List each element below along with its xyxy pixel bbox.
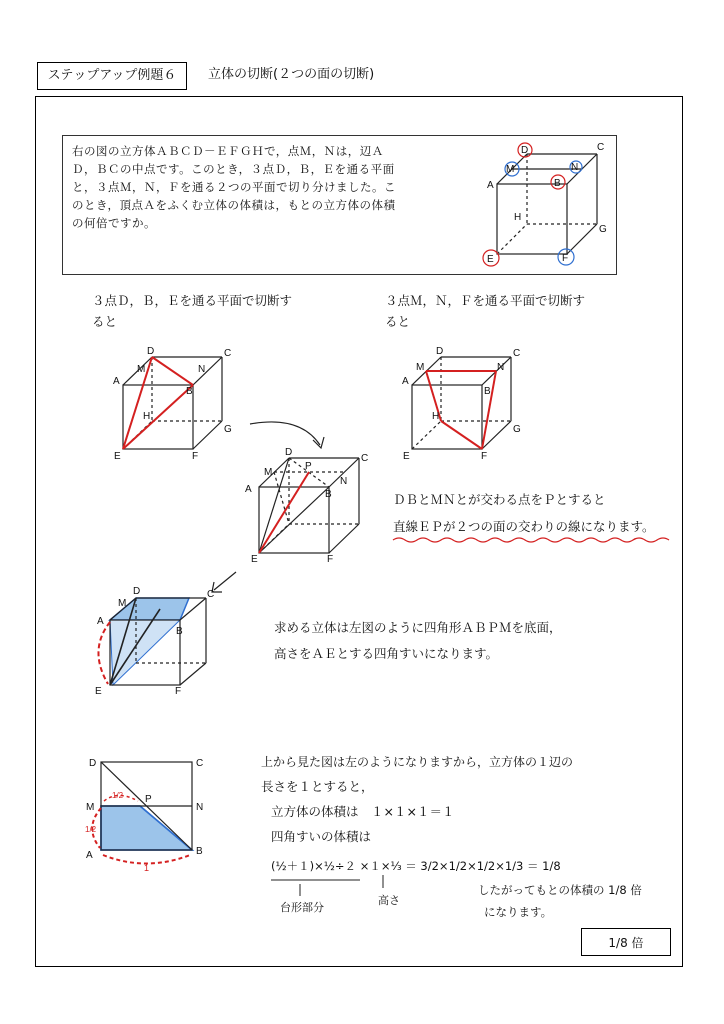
svg-text:E: E <box>403 451 410 462</box>
svg-text:F: F <box>481 451 488 462</box>
svg-text:M: M <box>264 467 273 478</box>
svg-text:H: H <box>514 212 522 223</box>
svg-text:F: F <box>562 253 569 264</box>
note-height: 高さ <box>378 894 400 907</box>
svg-text:E: E <box>95 686 102 697</box>
step5-line1: 上から見た図は左のようになりますから，立方体の１辺の <box>261 755 574 769</box>
svg-text:1/2: 1/2 <box>112 791 124 800</box>
svg-text:C: C <box>207 589 215 600</box>
svg-text:D: D <box>133 586 141 597</box>
svg-text:F: F <box>327 554 334 565</box>
svg-text:D: D <box>285 447 293 458</box>
svg-text:B: B <box>196 846 203 857</box>
svg-text:1/2: 1/2 <box>85 825 97 834</box>
svg-text:A: A <box>97 616 104 627</box>
svg-text:N: N <box>497 362 505 373</box>
step2-text: ３点Ｍ，Ｎ，Ｆを通る平面で切断すると <box>385 293 586 329</box>
svg-text:B: B <box>325 489 332 500</box>
cube-step4 <box>98 598 206 685</box>
svg-text:G: G <box>513 424 521 435</box>
svg-text:N: N <box>198 364 206 375</box>
svg-text:A: A <box>113 376 120 387</box>
answer-box: 1/8 倍 <box>581 928 671 956</box>
step4-line2: 高さをＡＥとする四角すいになります。 <box>274 646 499 661</box>
svg-text:C: C <box>224 348 232 359</box>
step5-line4: 四角すいの体積は <box>271 829 372 844</box>
cube2-labels <box>402 346 521 462</box>
example-label: ステップアップ例題６ <box>47 68 177 83</box>
svg-text:M: M <box>118 598 127 609</box>
svg-text:B: B <box>186 386 193 397</box>
svg-text:M: M <box>86 802 95 813</box>
svg-text:M: M <box>416 362 425 373</box>
svg-text:B: B <box>554 178 561 189</box>
svg-text:M: M <box>506 164 515 175</box>
svg-text:A: A <box>86 850 93 861</box>
problem-cube <box>483 143 597 266</box>
svg-text:E: E <box>487 254 494 265</box>
cube-step3 <box>259 458 359 553</box>
page-title: 立体の切断(２つの面の切断) <box>208 67 375 82</box>
svg-text:H: H <box>143 411 151 422</box>
step1-text: ３点Ｄ，Ｂ，Ｅを通る平面で切断すると <box>92 293 293 329</box>
svg-text:D: D <box>147 346 155 357</box>
svg-text:1: 1 <box>144 863 150 873</box>
step5-line2: 長さを１とすると， <box>261 779 374 794</box>
svg-text:C: C <box>513 348 521 359</box>
svg-text:P: P <box>145 794 152 805</box>
svg-text:H: H <box>432 411 440 422</box>
problem-cube-labels <box>487 142 607 265</box>
note-trapezoid: 台形部分 <box>280 901 324 914</box>
svg-text:A: A <box>245 484 252 495</box>
svg-text:P: P <box>305 461 312 472</box>
step3-line1: ＤＢとＭＮとが交わる点をＰとすると <box>393 492 606 507</box>
svg-text:D: D <box>521 145 529 156</box>
svg-text:N: N <box>196 802 204 813</box>
svg-text:E: E <box>251 554 258 565</box>
step3-line2: 直線ＥＰが２つの面の交わりの線になります。 <box>393 519 655 534</box>
svg-text:D: D <box>436 346 444 357</box>
conclusion-line1: したがってもとの体積の 1/8 倍 <box>478 883 642 897</box>
svg-text:D: D <box>89 758 97 769</box>
svg-text:N: N <box>340 476 348 487</box>
conclusion-line2: になります。 <box>484 905 553 919</box>
svg-text:E: E <box>114 451 121 462</box>
svg-text:A: A <box>402 376 409 387</box>
top-view <box>92 762 192 864</box>
svg-text:F: F <box>192 451 199 462</box>
step4-line1: 求める立体は左図のように四角形ＡＢＰＭを底面， <box>274 620 562 635</box>
problem-text: 右の図の立方体ＡＢＣＤ－ＥＦＧＨで，点Ｍ，Ｎは，辺ＡＤ，ＢＣの中点です。このとき，３点Ｄ，Ｂ，Ｅを通る平面と，３点Ｍ，Ｎ，Ｆを通る２つの平面で切り分けました。このとき，頂点Ａをふくむ立体の体積は，もとの立方体の体積の何倍ですか。 <box>72 144 396 230</box>
svg-text:A: A <box>487 180 494 191</box>
svg-text:G: G <box>224 424 232 435</box>
svg-text:G: G <box>599 224 607 235</box>
svg-text:C: C <box>196 758 204 769</box>
step5-line3: 立方体の体積は １×１×１＝１ <box>271 804 455 819</box>
svg-text:M: M <box>137 364 146 375</box>
svg-text:C: C <box>597 142 605 153</box>
svg-text:B: B <box>484 386 491 397</box>
svg-text:C: C <box>361 453 369 464</box>
svg-text:F: F <box>175 686 182 697</box>
svg-text:B: B <box>176 626 183 637</box>
svg-text:N: N <box>571 162 579 173</box>
step5-formula: (½＋１)×½÷２ ×１×⅓ ＝ 3/2×1/2×1/2×1/3 ＝ 1/8 <box>271 859 561 873</box>
